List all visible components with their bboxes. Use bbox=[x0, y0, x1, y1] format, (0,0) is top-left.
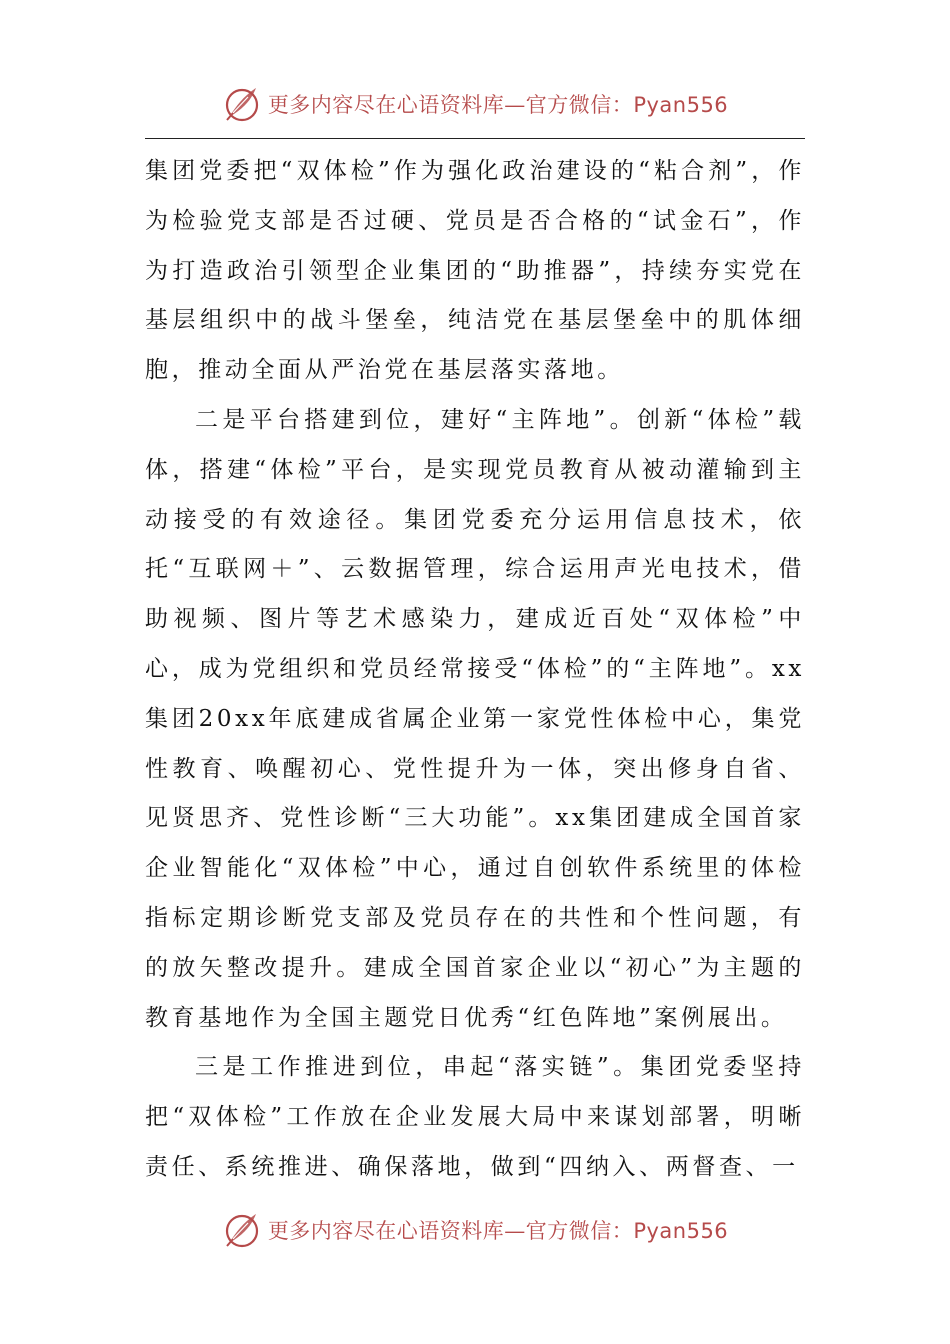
paragraph-2: 二是平台搭建到位，建好“主阵地”。创新“体检”载体，搭建“体检”平台，是实现党员教育从被动灌输到主动接受的有效途径。集团党委充分运用信息技术，依托“互联网＋”、云数据管理，综合运用声光电技术，借助视频、图片等艺术感染力，建成近百处“双体检”中心，成为党组织和党员经常接受“体检”的“主阵地”。xx集团20xx年底建成省属企业第一家党性体检中心，集党性教育、唤醒初心、党性提升为一体，突出修身自省、见贤思齐、党性诊断“三大功能”。xx集团建成全国首家企业智能化“双体检”中心，通过自创软件系统里的体检指标定期诊断党支部及党员存在的共性和个性问题，有的放矢整改提升。建成全国首家企业以“初心”为主题的教育基地作为全国主题党日优秀“红色阵地”案例展出。 bbox=[145, 406, 805, 1031]
header-watermark bbox=[0, 82, 950, 126]
watermark-label: 更多内容尽在心语资料库—官方微信： bbox=[267, 93, 634, 117]
quill-logo-icon bbox=[222, 1210, 262, 1250]
header-divider bbox=[145, 138, 805, 139]
watermark-wechat-id: Pyan556 bbox=[633, 1219, 729, 1243]
watermark-wechat-id: Pyan556 bbox=[633, 93, 729, 117]
footer-watermark bbox=[0, 1208, 950, 1252]
watermark-text bbox=[268, 89, 728, 119]
watermark-label: 更多内容尽在心语资料库—官方微信： bbox=[267, 1219, 634, 1243]
watermark-text bbox=[268, 1215, 728, 1245]
paragraph-3: 三是工作推进到位，串起“落实链”。集团党委坚持把“双体检”工作放在企业发展大局中来谋划部署，明晰责任、系统推进、确保落地，做到“四纳入、两督查、一 bbox=[145, 1054, 805, 1180]
quill-logo-icon bbox=[222, 84, 262, 124]
document-body bbox=[145, 147, 805, 1193]
paragraph-1: 集团党委把“双体检”作为强化政治建设的“粘合剂”，作为检验党支部是否过硬、党员是否合格的“试金石”，作为打造政治引领型企业集团的“助推器”，持续夯实党在基层组织中的战斗堡垒，纯洁党在基层堡垒中的肌体细胞，推动全面从严治党在基层落实落地。 bbox=[145, 158, 805, 384]
